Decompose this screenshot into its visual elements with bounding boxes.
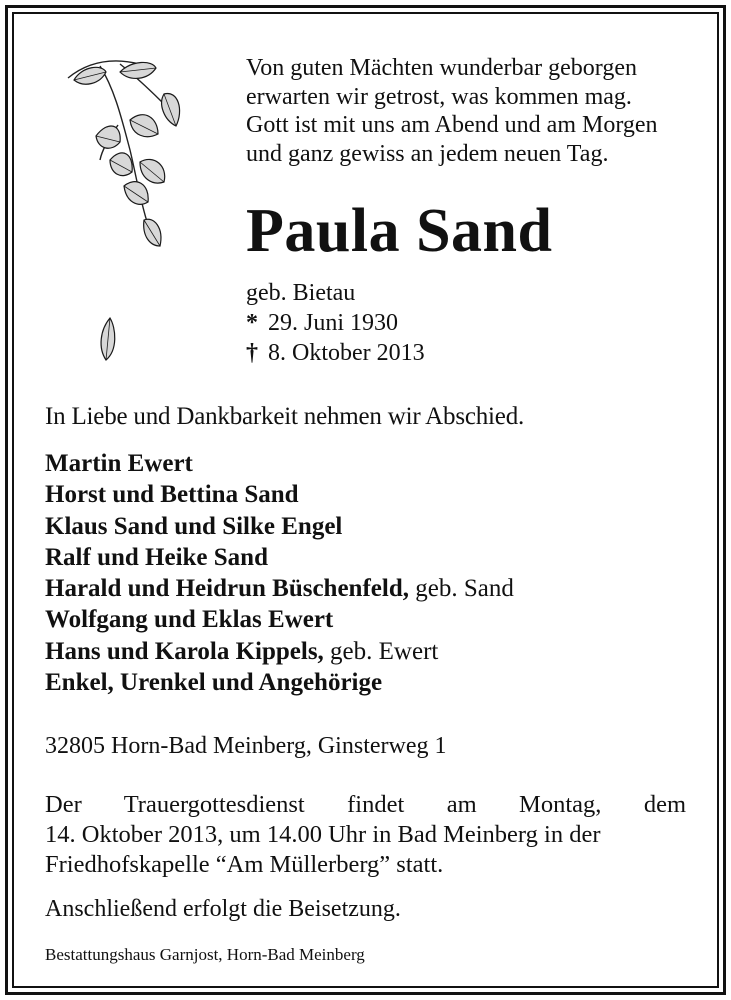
death-line (246, 338, 425, 368)
mourner-name: Hans und Karola Kippels, (45, 637, 324, 665)
farewell-text: In Liebe und Dankbarkeit nehmen wir Abschied. (45, 403, 525, 430)
mourner-name: Harald und Heidrun Büschenfeld, (45, 575, 409, 603)
verse (246, 54, 658, 168)
mourner-line (45, 573, 514, 604)
mourner-name: Wolfgang und Eklas Ewert (45, 606, 334, 634)
verse-line: Von guten Mächten wunderbar geborgen (246, 55, 638, 81)
mourner-line (45, 542, 514, 573)
birch-leaves-icon (60, 50, 190, 370)
mourner-line (45, 479, 514, 510)
undertaker: Bestattungshaus Garnjost, Horn-Bad Meinberg (45, 945, 365, 964)
mourner-line (45, 604, 514, 635)
service-line: Friedhofskapelle “Am Müllerberg” statt. (45, 851, 444, 878)
death-cross-icon: † (246, 340, 258, 366)
mourner-name: Ralf und Heike Sand (45, 543, 268, 571)
birth-date: 29. Juni 1930 (268, 310, 399, 336)
mourner-name: Horst und Bettina Sand (45, 481, 299, 509)
address: 32805 Horn-Bad Meinberg, Ginsterweg 1 (45, 733, 447, 759)
life-dates (246, 278, 425, 368)
mourner-line (45, 667, 514, 698)
mourner-suffix: geb. Ewert (330, 637, 439, 665)
mourner-line (45, 636, 514, 667)
mourner-name: Klaus Sand und Silke Engel (45, 512, 343, 540)
mourner-line (45, 511, 514, 542)
mourner-name: Martin Ewert (45, 450, 193, 477)
maiden-name: geb. Bietau (246, 280, 356, 306)
mourner-suffix: geb. Sand (415, 575, 514, 603)
verse-line: erwarten wir getrost, was kommen mag. (246, 83, 632, 110)
deceased-name: Paula Sand (246, 197, 553, 265)
service-line: 14. Oktober 2013, um 14.00 Uhr in Bad Meinberg in der (45, 821, 601, 848)
mourner-line (45, 448, 514, 479)
mourners-list (45, 448, 514, 698)
verse-line: Gott ist mit uns am Abend und am Morgen (246, 112, 658, 138)
service-notice (45, 790, 686, 880)
service-line: Der Trauergottesdienst findet am Montag, dem (45, 791, 686, 818)
death-date: 8. Oktober 2013 (268, 340, 425, 366)
birth-star-icon: * (246, 310, 258, 336)
verse-line: und ganz gewiss an jedem neuen Tag. (246, 140, 609, 167)
burial-notice: Anschließend erfolgt die Beisetzung. (45, 896, 401, 922)
birth-line (246, 308, 425, 338)
mourner-name: Enkel, Urenkel und Angehörige (45, 669, 383, 697)
